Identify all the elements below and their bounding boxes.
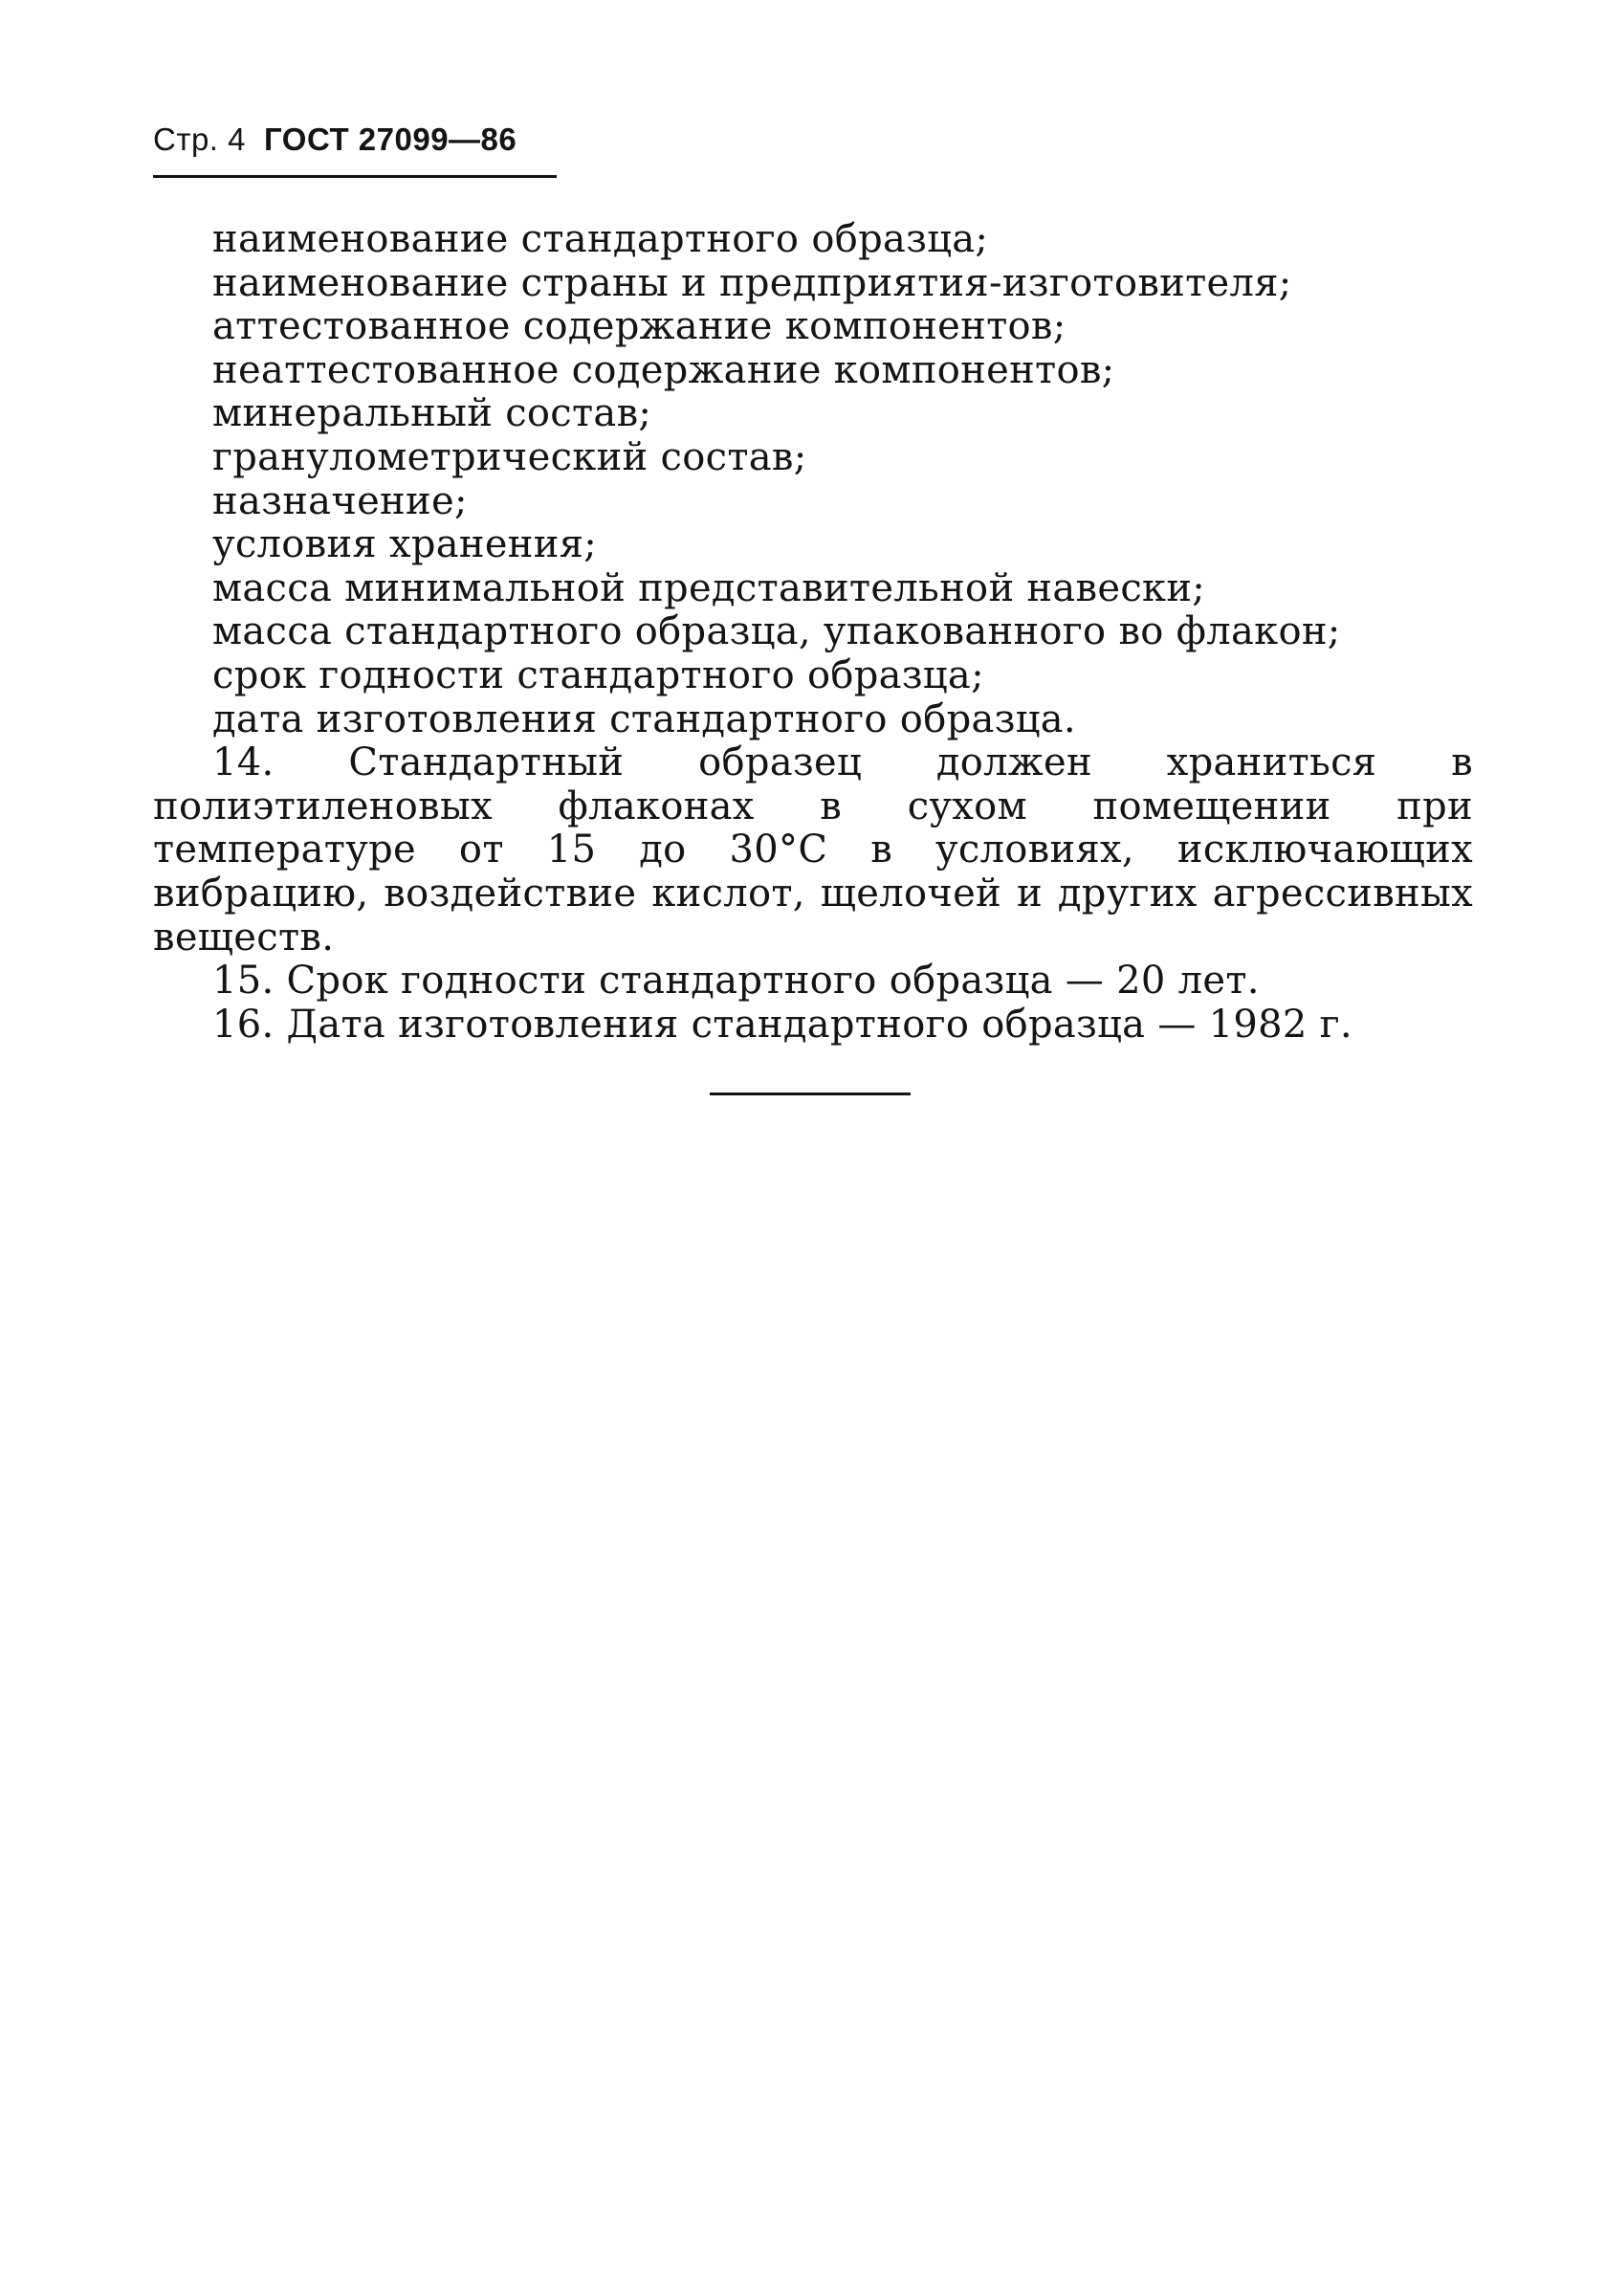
list-item: условия хранения; — [212, 522, 598, 567]
gost-number: ГОСТ 27099—86 — [264, 121, 517, 157]
page-header — [153, 121, 517, 158]
list-item: масса минимальной представительной навески; — [212, 565, 1206, 610]
list-item: масса стандартного образца, упакованного во флакон; — [212, 609, 1341, 654]
list-item: гранулометрический состав; — [212, 434, 807, 479]
list-item: неаттестованное содержание компонентов; — [212, 347, 1115, 392]
list-item: аттестованное содержание компонентов; — [212, 304, 1066, 349]
list-item: наименование стандартного образца; — [212, 217, 989, 261]
paragraph-16-manufacture-date: 16. Дата изготовления стандартного образца — 1982 г. — [212, 1002, 1352, 1047]
paragraph-14-storage: 14. Стандартный образец должен храниться в полиэтиленовых флаконах в сухом помещении при температуре от 15 до 30°C в условиях, исключающих вибрацию, воздействие кислот, щелочей и других агрессивных веществ. — [153, 740, 1473, 960]
list-item: назначение; — [212, 478, 468, 523]
end-divider — [710, 1093, 911, 1095]
page-number-label: Стр. 4 — [153, 121, 246, 157]
document-body — [153, 218, 1473, 1047]
paragraph-15-shelf-life: 15. Срок годности стандартного образца — 20 лет. — [212, 959, 1260, 1004]
header-divider — [153, 175, 557, 178]
list-item: дата изготовления стандартного образца. — [212, 696, 1076, 741]
list-item: срок годности стандартного образца; — [212, 652, 984, 697]
list-item: минеральный состав; — [212, 391, 652, 436]
list-item: наименование страны и предприятия-изготовителя; — [212, 260, 1292, 305]
